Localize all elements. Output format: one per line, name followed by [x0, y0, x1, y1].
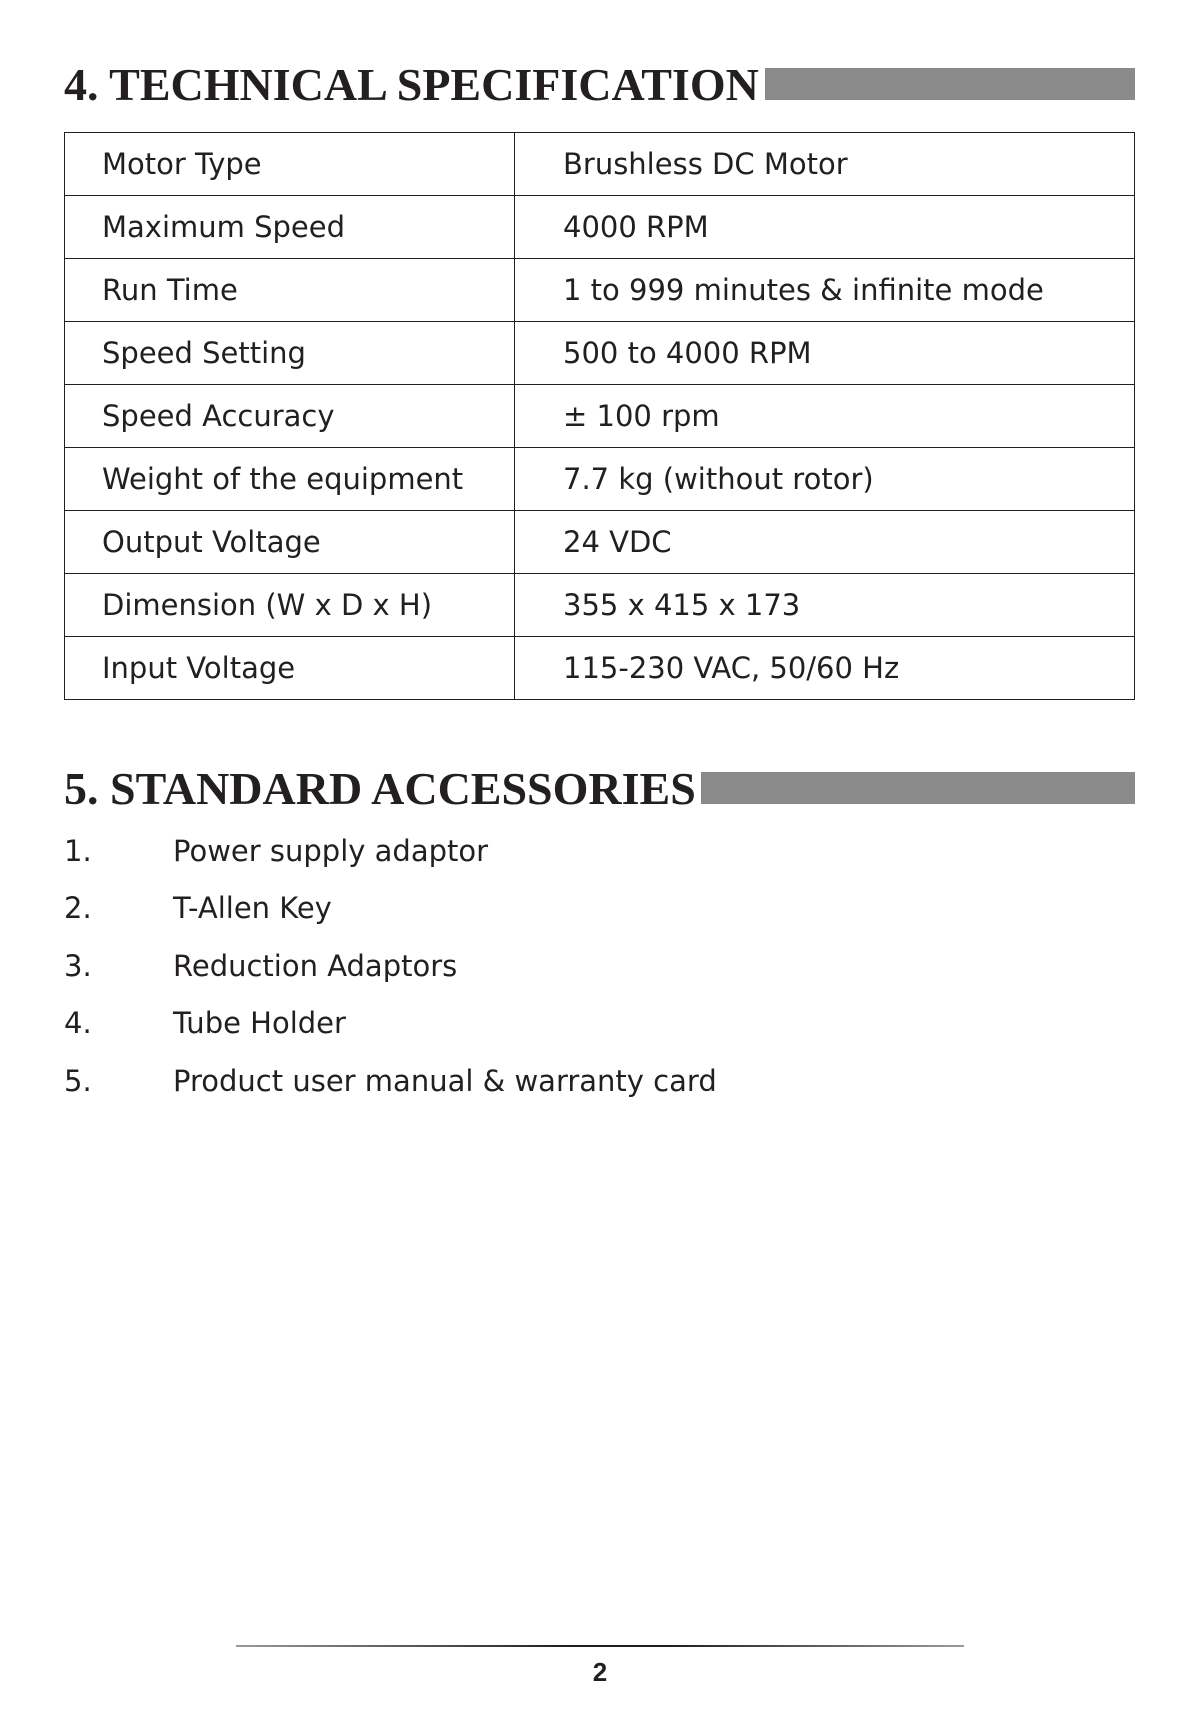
spec-param-cell: Output Voltage — [65, 511, 515, 574]
standard-accessories-heading — [64, 763, 696, 814]
spec-value-cell: 1 to 999 minutes & infinite mode — [515, 259, 1135, 322]
spec-value-cell: 4000 RPM — [515, 196, 1135, 259]
spec-param-cell: Weight of the equipment — [65, 448, 515, 511]
heading-decor-bar — [701, 772, 1135, 804]
technical-specification-title: 4. TECHNICAL SPECIFICATION — [64, 59, 759, 110]
footer-divider — [236, 1645, 964, 1647]
table-row — [65, 385, 1135, 448]
list-item-label: Power supply adaptor — [173, 833, 489, 868]
list-item-label: Tube Holder — [173, 1006, 346, 1041]
list-item-label: T-Allen Key — [173, 891, 332, 926]
spec-param-cell: Motor Type — [65, 133, 515, 196]
list-item — [64, 822, 717, 880]
list-item-label: Reduction Adaptors — [173, 948, 458, 983]
list-item-number: 4. — [64, 1006, 92, 1041]
page-number: 2 — [592, 1657, 608, 1687]
spec-param-cell: Speed Accuracy — [65, 385, 515, 448]
spec-value-cell: 24 VDC — [515, 511, 1135, 574]
technical-specification-heading — [64, 59, 759, 110]
list-item — [64, 995, 717, 1053]
list-item-number: 2. — [64, 891, 92, 926]
spec-value-cell: Brushless DC Motor — [515, 133, 1135, 196]
list-item-number: 1. — [64, 833, 92, 868]
specification-table — [64, 132, 1135, 700]
spec-value-cell: 355 x 415 x 173 — [515, 574, 1135, 637]
spec-param-cell: Dimension (W x D x H) — [65, 574, 515, 637]
list-item — [64, 1052, 717, 1110]
list-item — [64, 937, 717, 995]
spec-value-cell: 7.7 kg (without rotor) — [515, 448, 1135, 511]
spec-param-cell: Run Time — [65, 259, 515, 322]
spec-value-cell: ± 100 rpm — [515, 385, 1135, 448]
list-item — [64, 880, 717, 938]
table-row — [65, 574, 1135, 637]
spec-param-cell: Speed Setting — [65, 322, 515, 385]
table-row — [65, 259, 1135, 322]
spec-value-cell: 115-230 VAC, 50/60 Hz — [515, 637, 1135, 700]
spec-param-cell: Maximum Speed — [65, 196, 515, 259]
list-item-number: 3. — [64, 948, 92, 983]
table-row — [65, 511, 1135, 574]
heading-decor-bar — [765, 68, 1135, 100]
table-row — [65, 637, 1135, 700]
spec-param-cell: Input Voltage — [65, 637, 515, 700]
table-row — [65, 133, 1135, 196]
standard-accessories-title: 5. STANDARD ACCESSORIES — [64, 763, 696, 814]
list-item-label: Product user manual & warranty card — [173, 1063, 717, 1098]
table-row — [65, 448, 1135, 511]
accessories-list — [64, 822, 717, 1110]
table-row — [65, 196, 1135, 259]
table-row — [65, 322, 1135, 385]
spec-value-cell: 500 to 4000 RPM — [515, 322, 1135, 385]
list-item-number: 5. — [64, 1063, 92, 1098]
